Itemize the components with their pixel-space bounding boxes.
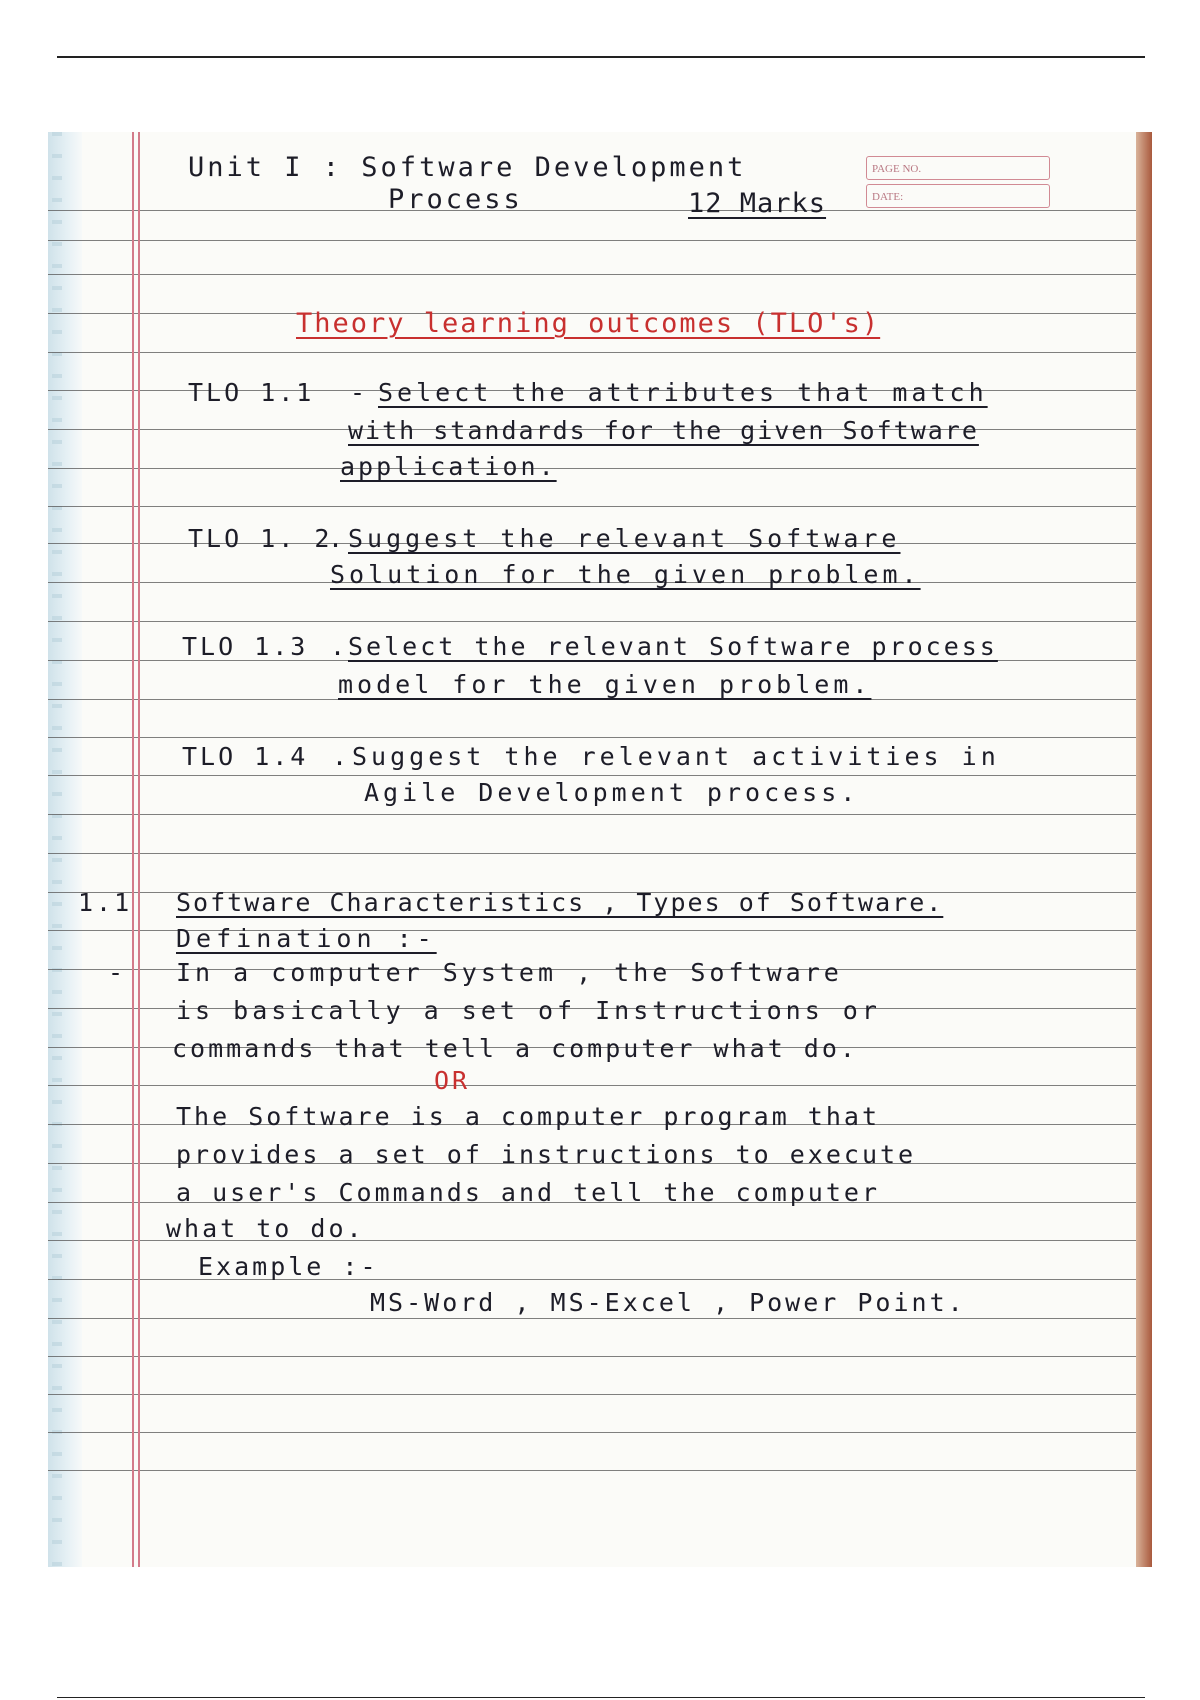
marks-label: 12 Marks — [688, 188, 827, 219]
margin-line-2 — [138, 132, 140, 1567]
def2-line3: a user's Commands and tell the computer — [176, 1178, 880, 1207]
tlo-1-3-sep: . — [330, 632, 349, 661]
tlo-heading: Theory learning outcomes (TLO's) — [296, 308, 881, 339]
page-no-box: PAGE NO. — [866, 156, 1050, 180]
bullet-dash: - — [108, 958, 127, 987]
tlo-1-2-sep: . — [328, 524, 347, 553]
tlo-1-3-line1: Select the relevant Software process — [348, 632, 998, 661]
bottom-rule — [57, 1697, 1145, 1698]
def2-line1: The Software is a computer program that — [176, 1102, 880, 1131]
tlo-1-4-line2: Agile Development process. — [364, 778, 860, 807]
tlo-1-2-code: TLO 1. 2 — [188, 524, 333, 553]
def1-line2: is basically a set of Instructions or — [176, 996, 881, 1025]
def2-line2: provides a set of instructions to execute — [176, 1140, 917, 1169]
tlo-1-1-sep: - — [350, 378, 369, 407]
page-binding — [48, 132, 82, 1567]
example-text: MS-Word , MS-Excel , Power Point. — [370, 1288, 966, 1317]
tlo-1-4-code: TLO 1.4 — [182, 742, 309, 771]
notebook-page — [48, 132, 1152, 1567]
tlo-1-1-code: TLO 1.1 — [188, 378, 315, 407]
margin-line-1 — [132, 132, 134, 1567]
tlo-1-3-line2: model for the given problem. — [338, 670, 872, 699]
or-label: OR — [434, 1066, 471, 1095]
tlo-1-2-line2: Solution for the given problem. — [330, 560, 921, 589]
tlo-1-3-code: TLO 1.3 — [182, 632, 309, 661]
tlo-1-4-line1: Suggest the relevant activities in — [352, 742, 1000, 771]
top-rule — [57, 56, 1145, 58]
def2-line4: what to do. — [166, 1214, 365, 1243]
def1-line1: In a computer System , the Software — [176, 958, 843, 987]
def1-line3: commands that tell a computer what do. — [172, 1034, 858, 1063]
tlo-1-1-line1: Select the attributes that match — [378, 378, 988, 407]
tlo-1-1-line2: with standards for the given Software — [348, 416, 979, 445]
tlo-1-2-line1: Suggest the relevant Software — [348, 524, 901, 553]
tlo-1-4-sep: . — [332, 742, 351, 771]
example-label: Example :- — [198, 1252, 379, 1281]
definition-label: Defination :- — [176, 924, 437, 953]
date-box: DATE: — [866, 184, 1050, 208]
section-title: Software Characteristics , Types of Software. — [176, 888, 944, 917]
page-edge — [1136, 132, 1152, 1567]
unit-title-line2: Process — [388, 184, 523, 215]
tlo-1-1-line3: application. — [340, 452, 557, 481]
section-number: 1.1 — [78, 888, 133, 917]
unit-title-line1: Unit I : Software Development — [188, 152, 747, 183]
